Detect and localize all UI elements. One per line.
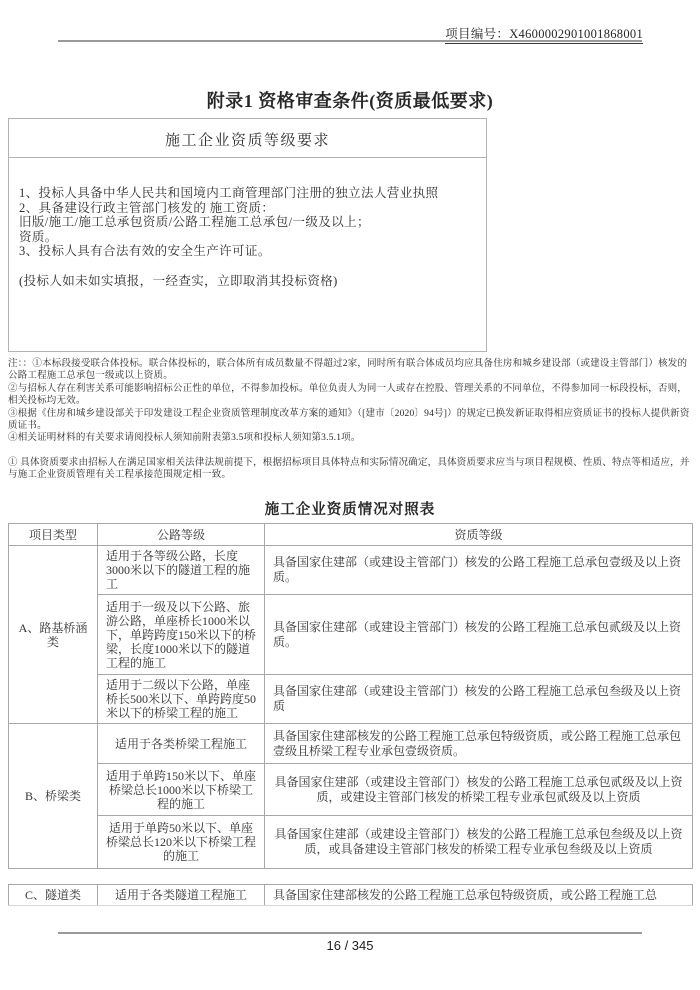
road-grade-cell: 适用于一级及以下公路、旅游公路，单座桥长1000米以下，单跨跨度150米以下的桥梁，长度1000米以下的隧道工程的施工 (98, 595, 265, 675)
group-a-type: A、路基桥涵类 (9, 546, 98, 724)
page-number: 16 / 345 (326, 938, 374, 953)
footer-rule (58, 932, 642, 934)
qualification-cell: 具备国家住建部核发的公路工程施工总承包特级资质，或公路工程施工总 (265, 885, 693, 906)
note-footnote: ① 具体资质要求由招标人在满足国家相关法律法规前提下，根据招标项目具体特点和实际情况确定，具体资质要求应当与项目程规模、性质、特点等相适应，并与施工企业资质管理有关工程承接范围规定相一致。 (8, 457, 690, 481)
requirement-item: 旧版/施工/施工总承包资质/公路工程施工总承包/一级及以上； (19, 215, 370, 230)
note-item: ②与招标人存在利害关系可能影响招标公正性的单位，不得参加投标。单位负责人为同一人或存在控股、管理关系的不同单位，不得参加同一标段投标，否则，相关投标均无效。 (8, 383, 688, 407)
qualification-cell: 具备国家住建部（或建设主管部门）核发的公路工程施工总承包叁级及以上资质 (265, 675, 693, 724)
requirement-item: 3、投标人具有合法有效的安全生产许可证。 (19, 244, 271, 259)
qualification-cell: 具备国家住建部核发的公路工程施工总承包特级资质，或公路工程施工总承包壹级且桥梁工程专业承包壹级资质。 (265, 724, 693, 764)
note-item: ③根据《住房和城乡建设部关于印发建设工程企业资质管理制度改革方案的通知》（[建市〔2020〕94号]）的规定已换发新证取得相应资质证书的投标人提供新资质证书。 (8, 408, 690, 432)
road-grade-cell: 适用于二级以下公路，单座桥长500米以下、单跨跨度50米以下的桥梁工程的施工 (98, 675, 265, 724)
table-row (9, 546, 693, 595)
requirements-box-title: 施工企业资质等级要求 (9, 119, 486, 158)
note-item: ④相关证明材料的有关要求请阅投标人须知前附表第3.5项和投标人须知第3.5.1项。 (8, 433, 361, 444)
comparison-table (8, 523, 693, 869)
qualification-cell: 具备国家住建部（或建设主管部门）核发的公路工程施工总承包壹级及以上资质。 (265, 546, 693, 595)
road-grade-cell: 适用于单跨150米以下、单座桥梁总长1000米以下桥梁工程的施工 (98, 764, 265, 816)
requirements-box-body (9, 158, 486, 289)
qualification-cell: 具备国家住建部（或建设主管部门）核发的公路工程施工总承包贰级及以上资质，或建设主管部门核发的桥梁工程专业承包贰级及以上资质 (265, 764, 693, 816)
header-road-grade: 公路等级 (98, 524, 265, 546)
header-project-type: 项目类型 (9, 524, 98, 546)
requirements-warning: (投标人如未如实填报，一经查实，立即取消其投标资格) (19, 273, 338, 288)
requirement-item: 资质。 (19, 229, 58, 244)
group-c-type: C、隧道类 (9, 885, 98, 906)
qualification-cell: 具备国家住建部（或建设主管部门）核发的公路工程施工总承包贰级及以上资质。 (265, 595, 693, 675)
table-row (9, 816, 693, 869)
road-grade-cell: 适用于各等级公路，长度3000米以下的隧道工程的施工 (98, 546, 265, 595)
group-b-type: B、桥梁类 (9, 724, 98, 869)
road-grade-cell: 适用于单跨50米以下、单座桥梁总长120米以下桥梁工程的施工 (98, 816, 265, 869)
table-row (9, 724, 693, 764)
road-grade-cell: 适用于各类桥梁工程施工 (98, 724, 265, 764)
note-item: 注：：①本标段接受联合体投标。联合体投标的，联合体所有成员数量不得超过2家，同时所有联合体成员均应具备住房和城乡建设部（或建设主管部门）核发的公路工程施工总承包一级或以上资质。 (8, 359, 688, 382)
header-qualification-grade: 资质等级 (265, 524, 693, 546)
qualification-cell: 具备国家住建部（或建设主管部门）核发的公路工程施工总承包叁级及以上资质，或具备建设主管部门核发的桥梁工程专业承包叁级及以上资质 (265, 816, 693, 869)
requirement-item: 2、具备建设行政主管部门核发的 施工资质： (19, 200, 275, 215)
table-row (9, 764, 693, 816)
requirement-item: 1、投标人具备中华人民共和国境内工商管理部门注册的独立法人营业执照 (19, 186, 439, 200)
header-rule (58, 40, 642, 42)
table-row (9, 675, 693, 724)
table-row (9, 885, 693, 906)
comparison-table-continued (8, 884, 693, 906)
project-number: 项目编号：X4600002901001868001 (445, 24, 643, 44)
table-row (9, 595, 693, 675)
page-title: 附录1 资格审查条件(资质最低要求) (206, 91, 494, 111)
notes-section (8, 358, 692, 482)
comparison-table-title: 施工企业资质情况对照表 (264, 502, 436, 518)
qualification-requirements-box (8, 118, 487, 352)
table-header-row (9, 524, 693, 546)
road-grade-cell: 适用于各类隧道工程施工 (98, 885, 265, 906)
